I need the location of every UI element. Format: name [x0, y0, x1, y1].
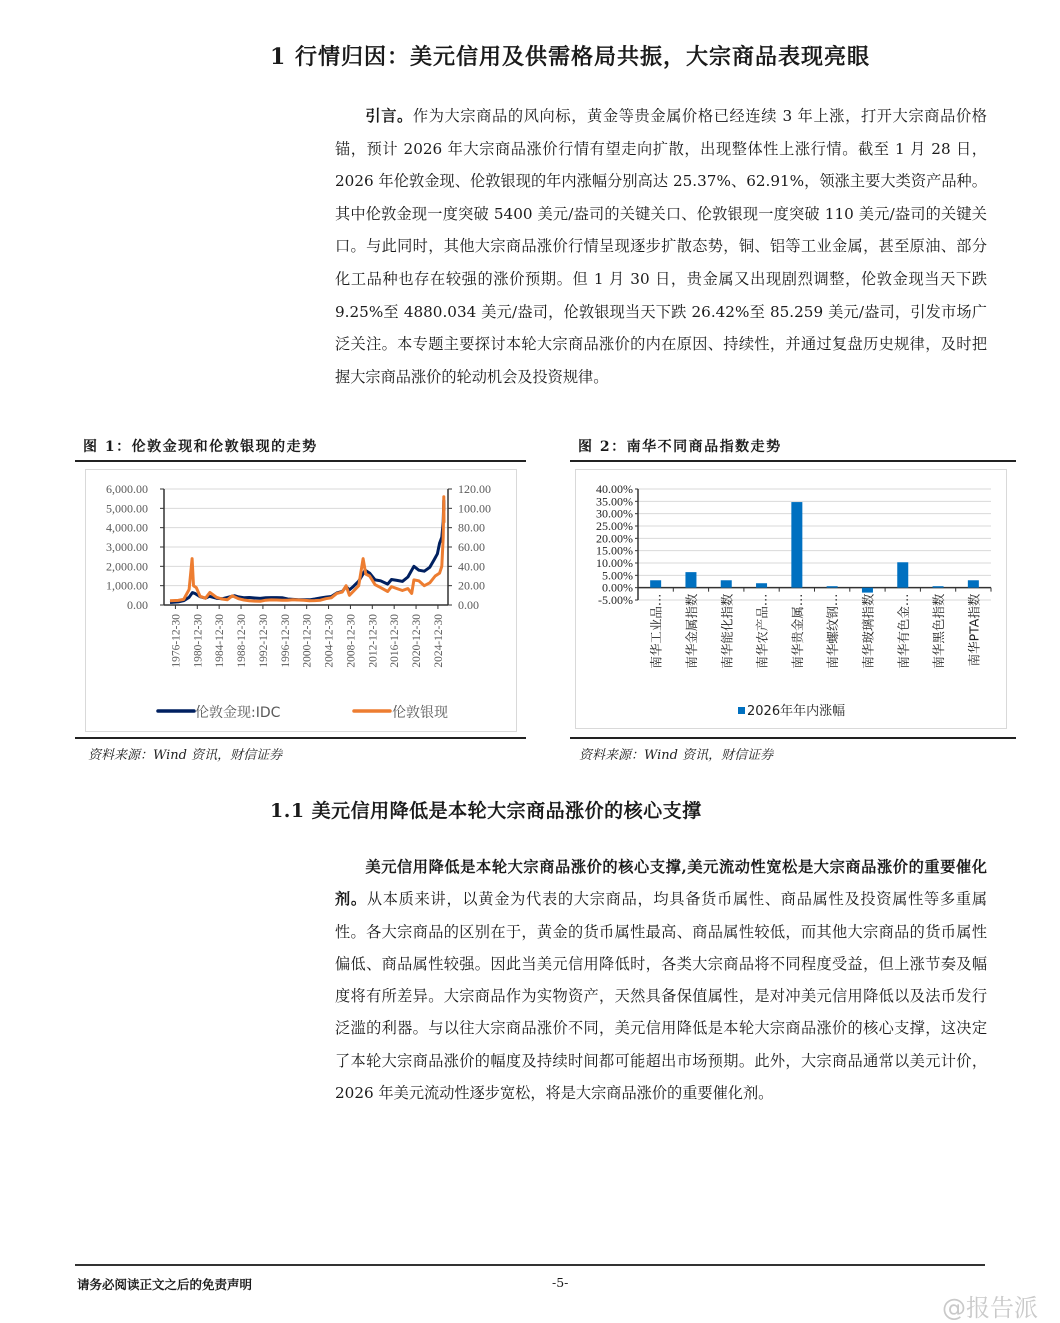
- y-tick-label: 20.00%: [596, 531, 633, 546]
- y-right-tick-label: 20.00: [458, 578, 485, 593]
- x-tick-label: 1984-12-30: [214, 614, 227, 668]
- figure-2-top-rule: [570, 460, 1016, 462]
- y-right-tick-label: 40.00: [458, 559, 485, 574]
- y-right-tick-label: 80.00: [458, 520, 485, 535]
- section-lead: 美元信用降低是本轮大宗商品涨价的核心支撑,美元流动性宽松是大宗商品涨价的重要催化剂。: [335, 858, 987, 909]
- legend-label-gold: 伦敦金现:IDC: [195, 705, 281, 721]
- bar: [791, 502, 802, 588]
- y-tick-label: 0.00%: [602, 580, 633, 595]
- y-right-tick-label: 0.00: [458, 598, 479, 612]
- x-tick-label: 南华螺纹钢…: [825, 593, 841, 669]
- x-tick-label: 南华玻璃指数: [860, 593, 876, 669]
- page-number: -5-: [552, 1275, 569, 1290]
- x-tick-label: 1996-12-30: [279, 614, 292, 668]
- y-tick-label: 30.00%: [596, 506, 633, 521]
- y-tick-label: 40.00%: [596, 482, 633, 496]
- x-tick-label: 南华金属指数: [683, 593, 699, 669]
- bar: [685, 572, 696, 588]
- figure-1-source: 资料来源：Wind 资讯，财信证券: [88, 748, 283, 763]
- series-line-gold: [170, 501, 444, 603]
- intro-lead: 引言。: [365, 107, 413, 125]
- figure-1-top-rule: [75, 460, 526, 462]
- y-left-tick-label: 5,000.00: [106, 501, 148, 516]
- y-left-tick-label: 1,000.00: [106, 578, 148, 593]
- y-right-tick-label: 120.00: [458, 482, 491, 496]
- line-chart-gold-silver: [86, 470, 516, 731]
- bar: [721, 580, 732, 587]
- bar: [650, 580, 661, 587]
- y-tick-label: 10.00%: [596, 556, 633, 570]
- y-tick-label: 25.00%: [596, 519, 633, 533]
- x-tick-label: 南华PTA指数: [966, 593, 982, 667]
- x-tick-label: 南华黑色指数: [931, 593, 947, 669]
- bar: [897, 562, 908, 587]
- x-tick-label: 南华贵金属…: [789, 593, 805, 669]
- bar: [933, 586, 944, 587]
- footer-disclaimer: 请务必阅读正文之后的免责声明: [77, 1277, 253, 1292]
- x-tick-label: 2008-12-30: [345, 614, 358, 668]
- section-body: 从本质来讲，以黄金为代表的大宗商品，均具备货币属性、商品属性及投资属性等多重属性。各大宗商品的区别在于，黄金的货币属性最高、商品属性较低，而其他大宗商品的货币属性偏低、商品属性较强。因此当美元信用降低时，各类大宗商品将不同程度受益，但上涨节奏及幅度将有所差异。大宗商品作为实物资产，天然具备保值属性，是对冲美元信用降低以及法币发行泛滥的利器。与以往大宗商品涨价不同，美元信用降低是本轮大宗商品涨价的核心支撑，这决定了本轮大宗商品涨价的幅度及持续时间都可能超出市场预期。此外，大宗商品通常以美元计价，2026 年美元流动性逐步宽松，将是大宗商品涨价的重要催化剂。: [335, 890, 988, 1103]
- y-tick-label: -5.00%: [598, 593, 633, 607]
- y-left-tick-label: 4,000.00: [106, 520, 148, 535]
- y-right-tick-label: 100.00: [458, 501, 491, 516]
- bar: [968, 580, 979, 587]
- x-tick-label: 2012-12-30: [367, 614, 380, 668]
- y-right-tick-label: 60.00: [458, 540, 485, 554]
- y-left-tick-label: 6,000.00: [106, 482, 148, 496]
- y-left-tick-label: 3,000.00: [106, 540, 148, 554]
- x-tick-label: 2000-12-30: [301, 614, 314, 668]
- figure-1-bottom-rule: [75, 737, 526, 739]
- section-heading: 1.1 美元信用降低是本轮大宗商品涨价的核心支撑: [270, 800, 702, 822]
- figure-2-source: 资料来源：Wind 资讯，财信证券: [579, 748, 774, 763]
- figure-2-title: 图 2：南华不同商品指数走势: [578, 439, 782, 455]
- x-tick-label: 2020-12-30: [411, 614, 424, 668]
- x-tick-label: 南华工业品…: [648, 593, 664, 669]
- x-tick-label: 1976-12-30: [170, 614, 183, 668]
- x-tick-label: 1992-12-30: [257, 614, 270, 668]
- x-tick-label: 南华有色金…: [895, 593, 911, 669]
- bar: [756, 583, 767, 587]
- page-title: 1 行情归因：美元信用及供需格局共振，大宗商品表现亮眼: [270, 44, 870, 70]
- legend-label-silver: 伦敦银现: [392, 705, 448, 721]
- x-tick-label: 2024-12-30: [432, 614, 445, 668]
- legend-swatch: [738, 707, 745, 714]
- intro-paragraph: [335, 100, 987, 393]
- figure-1-title: 图 1：伦敦金现和伦敦银现的走势: [83, 439, 318, 455]
- y-tick-label: 35.00%: [596, 494, 633, 509]
- x-tick-label: 2004-12-30: [323, 614, 336, 668]
- bar: [862, 588, 873, 593]
- footer-rule: [75, 1264, 985, 1266]
- x-tick-label: 南华农产品…: [754, 593, 770, 669]
- y-tick-label: 5.00%: [602, 568, 633, 583]
- x-tick-label: 1980-12-30: [192, 614, 205, 668]
- x-tick-label: 1988-12-30: [236, 614, 249, 668]
- x-tick-label: 南华能化指数: [719, 593, 735, 669]
- intro-body: 作为大宗商品的风向标，黄金等贵金属价格已经连续 3 年上涨，打开大宗商品价格锚，预计 2026 年大宗商品涨价行情有望走向扩散，出现整体性上涨行情。截至 1 月 28 日，2026 年伦敦金现、伦敦银现的年内涨幅分别高达 25.37%、62.91%，领涨主要大类资产品种。其中伦敦金现一度突破 5400 美元/盎司的关键关口、伦敦银现一度突破 110 美元/盎司的关键关口。与此同时，其他大宗商品涨价行情呈现逐步扩散态势，铜、铝等工业金属，甚至原油、部分化工品种也存在较强的涨价预期。但 1 月 30 日，贵金属又出现剧烈调整，伦敦金现当天下跌 9.25%至 4880.034 美元/盎司，伦敦银现当天下跌 26.42%至 85.259 美元/盎司，引发市场广泛关注。本专题主要探讨本轮大宗商品涨价的内在原因、持续性，并通过复盘历史规律，及时把握大宗商品涨价的轮动机会及投资规律。: [335, 107, 987, 386]
- legend-label: 2026年年内涨幅: [747, 704, 846, 719]
- figure-1-chart-box: [85, 469, 517, 732]
- x-tick-label: 2016-12-30: [389, 614, 402, 668]
- watermark: @报告派: [942, 1294, 1038, 1322]
- y-left-tick-label: 0.00: [127, 598, 148, 612]
- bar-chart-nanhua-indices: [576, 470, 1006, 728]
- y-left-tick-label: 2,000.00: [106, 559, 148, 574]
- section-paragraph: [335, 851, 987, 1109]
- figure-2-chart-box: [575, 469, 1007, 729]
- bar: [827, 586, 838, 587]
- y-tick-label: 15.00%: [596, 543, 633, 558]
- figure-2-bottom-rule: [570, 737, 1016, 739]
